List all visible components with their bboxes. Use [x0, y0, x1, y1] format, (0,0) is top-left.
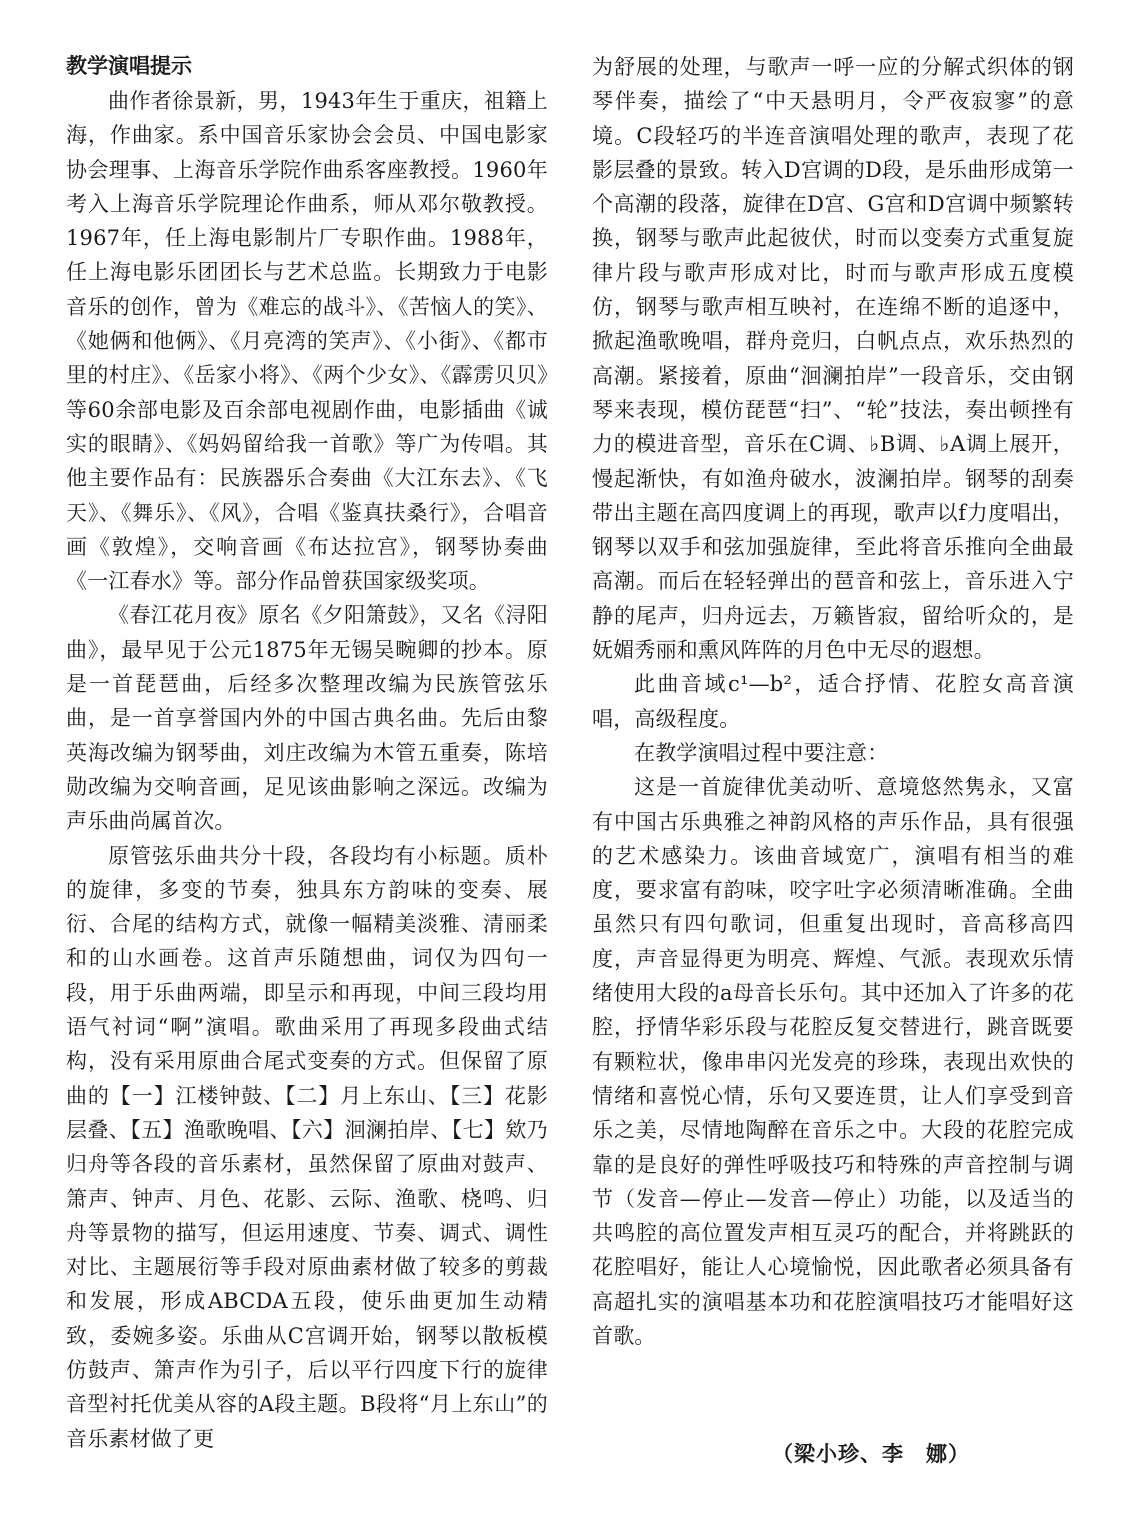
paragraph-composer-bio: 曲作者徐景新，男，1943年生于重庆，祖籍上海，作曲家。系中国音乐家协会会员、中国电影家协会理事、上海音乐学院作曲系客座教授。1960年考入上海音乐学院理论作曲系，师从邓尔敬教授。1967年，任上海电影制片厂专职作曲。1988年，任上海电影乐团团长与艺术总监。长期致力于电影音乐的创作，曾为《难忘的战斗》、《苦恼人的笑》、《她俩和他俩》、《月亮湾的笑声》、《小街》、《都市里的村庄》、《岳家小将》、《两个少女》、《霹雳贝贝》等60余部电影及百余部电视剧作曲，电影插曲《诚实的眼睛》、《妈妈留给我一首歌》等广为传唱。其他主要作品有：民族器乐合奏曲《大江东去》、《飞天》、《舞乐》、《风》，合唱《鉴真扶桑行》，合唱音画《敦煌》，交响音画《布达拉宫》，钢琴协奏曲《一江春水》等。部分作品曾获国家级奖项。 — [66, 89, 548, 594]
section-heading: 教学演唱提示 — [66, 54, 192, 78]
paragraph-vocal-range: 此曲音域c¹—b²，适合抒情、花腔女高音演唱，高级程度。 — [592, 672, 1074, 731]
paragraph-piece-origin: 《春江花月夜》原名《夕阳箫鼓》，又名《浔阳曲》，最早见于公元1875年无锡吴畹卿的抄本。原是一首琵琶曲，后经多次整理改编为民族管弦乐曲，是一首享誉国内外的中国古典名曲。先后由黎英海改编为钢琴曲，刘庄改编为木管五重奏，陈培勋改编为交响音画，足见该曲影响之深远。改编为声乐曲尚属首次。 — [66, 603, 548, 834]
right-column — [592, 50, 1074, 1353]
left-column — [66, 48, 548, 1456]
paragraph-structure-continued: 为舒展的处理，与歌声一呼一应的分解式织体的钢琴伴奏，描绘了“中天悬明月，令严夜寂寥”的意境。C段轻巧的半连音演唱处理的歌声，表现了花影层叠的景致。转入D宫调的D段，是乐曲形成第一个高潮的段落，旋律在D宫、G宫和D宫调中频繁转换，钢琴与歌声此起彼伏，时而以变奏方式重复旋律片段与歌声形成对比，时而与歌声形成五度模仿，钢琴与歌声相互映衬，在连绵不断的追逐中，掀起渔歌晚唱，群舟竞归，白帆点点，欢乐热烈的高潮。紧接着，原曲“洄澜拍岸”一段音乐，交由钢琴来表现，模仿琵琶“扫”、“轮”技法，奏出顿挫有力的模进音型，音乐在C调、♭B调、♭A调上展开，慢起渐快，有如渔舟破水，波澜拍岸。钢琴的刮奏带出主题在高四度调上的再现，歌声以f力度唱出，钢琴以双手和弦加强旋律，至此将音乐推向全曲最高潮。而后在轻轻弹出的琶音和弦上，音乐进入宁静的尾声，归舟远去，万籁皆寂，留给听众的，是妩媚秀丽和熏风阵阵的月色中无尽的遐想。 — [592, 55, 1074, 663]
author-signature: （梁小珍、李 娜） — [772, 1442, 970, 1466]
paragraph-structure: 原管弦乐曲共分十段，各段均有小标题。质朴的旋律，多变的节奏，独具东方韵味的变奏、展衍、合尾的结构方式，就像一幅精美淡雅、清丽柔和的山水画卷。这首声乐随想曲，词仅为四句一段，用于乐曲两端，即呈示和再现，中间三段均用语气衬词“啊”演唱。歌曲采用了再现多段曲式结构，没有采用原曲合尾式变奏的方式。但保留了原曲的【一】江楼钟鼓、【二】月上东山、【三】花影层叠、【五】渔歌晚唱、【六】洄澜拍岸、【七】欸乃归舟等各段的音乐素材，虽然保留了原曲对鼓声、箫声、钟声、月色、花影、云际、渔歌、桡鸣、归舟等景物的描写，但运用速度、节奏、调式、调性对比、主题展衍等手段对原曲素材做了较多的剪裁和发展，形成ABCDA五段，使乐曲更加生动精致，委婉多姿。乐曲从C宫调开始，钢琴以散板模仿鼓声、箫声作为引子，后以平行四度下行的旋律音型衬托优美从容的A段主题。B段将“月上东山”的音乐素材做了更 — [66, 843, 548, 1451]
paragraph-teaching-notes: 这是一首旋律优美动听、意境悠然隽永，又富有中国古乐典雅之神韵风格的声乐作品，具有很强的艺术感染力。该曲音域宽广，演唱有相当的难度，要求富有韵味，咬字吐字必须清晰准确。全曲虽然只有四句歌词，但重复出现时，音高移高四度，声音显得更为明亮、辉煌、气派。表现欢乐情绪使用大段的a母音长乐句。其中还加入了许多的花腔，抒情华彩乐段与花腔反复交替进行，跳音既要有颗粒状，像串串闪光发亮的珍珠，表现出欢快的情绪和喜悦心情，乐句又要连贯，让人们享受到音乐之美，尽情地陶醉在音乐之中。大段的花腔完成靠的是良好的弹性呼吸技巧和特殊的声音控制与调节（发音—停止—发音—停止）功能，以及适当的共鸣腔的高位置发声相互灵巧的配合，并将跳跃的花腔唱好，能让人心境愉悦，因此歌者必须具备有高超扎实的演唱基本功和花腔演唱技巧才能唱好这首歌。 — [592, 775, 1074, 1348]
paragraph-notes-intro: 在教学演唱过程中要注意： — [634, 740, 889, 765]
